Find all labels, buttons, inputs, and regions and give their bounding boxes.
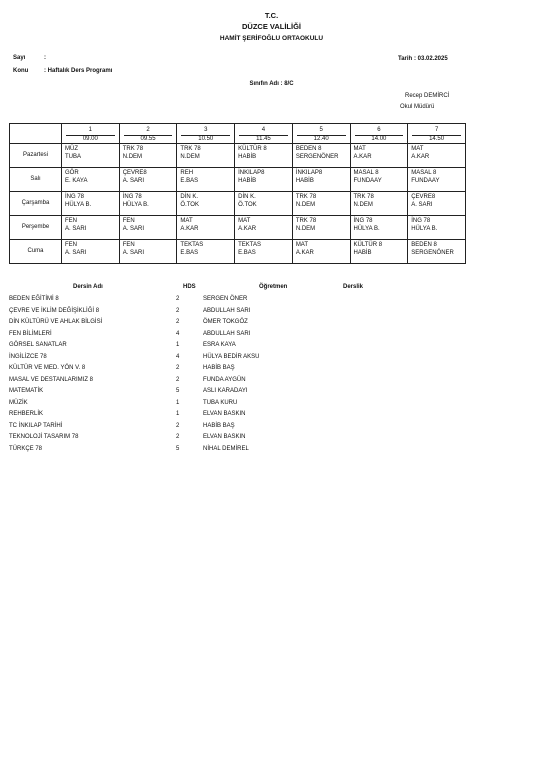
cell-subject: TEKTAS (238, 242, 262, 248)
cell-subject: MAT (238, 218, 251, 224)
schedule-cell (235, 168, 293, 192)
schedule-cell (62, 240, 120, 264)
cell-subject: MASAL 8 (353, 170, 379, 176)
cell-teacher: SERGENÖNER (295, 153, 339, 160)
lesson-row (9, 365, 529, 376)
konu-label: Konu (13, 68, 29, 74)
schedule-cell (62, 216, 120, 240)
cell-subject: BEDEN 8 (411, 242, 437, 248)
lesson-header-teacher: Öğretmen (259, 284, 288, 290)
period-header-7: 7 14.50 (408, 124, 466, 144)
cell-teacher: HÜLYA B. (353, 225, 380, 232)
cell-subject: İNKILAP8 (238, 170, 265, 176)
cell-teacher: N.DEM (295, 225, 316, 232)
cell-subject: FEN (65, 218, 77, 224)
cell-teacher: E. KAYA (65, 177, 88, 184)
period-header-6: 6 14.00 (350, 124, 408, 144)
schedule-cell (119, 168, 177, 192)
cell-subject: DİN K. (238, 194, 256, 200)
lesson-header-name: Dersin Adı (73, 284, 103, 290)
lesson-hours: 2 (176, 296, 180, 302)
period-header-5: 5 12.40 (292, 124, 350, 144)
class-name: Sınıfın Adı : 8/C (249, 81, 294, 87)
cell-teacher: HABİB (353, 249, 372, 256)
day-label: Cuma (10, 240, 62, 264)
header-tc: T.C. (264, 11, 279, 20)
schedule-row (10, 144, 466, 168)
cell-teacher: HÜLYA B. (122, 201, 149, 208)
lesson-name: REHBERLİK (9, 411, 44, 417)
cell-teacher: A.KAR (238, 225, 257, 232)
cell-subject: İNG 78 (411, 218, 431, 224)
lesson-row (9, 446, 529, 457)
cell-subject: BEDEN 8 (295, 146, 322, 152)
cell-teacher: HÜLYA B. (411, 225, 438, 232)
cell-subject: FEN (122, 218, 135, 224)
lesson-header-hds: HDS (183, 284, 196, 290)
cell-subject: GÖR (65, 170, 79, 176)
schedule-cell (177, 216, 235, 240)
cell-subject: TEKTAS (180, 242, 204, 248)
cell-subject: İNG 78 (122, 194, 142, 200)
cell-subject: ÇEVRE8 (122, 170, 147, 176)
schedule-cell (292, 216, 350, 240)
cell-subject: DİN K. (180, 194, 199, 200)
cell-subject: KÜLTÜR 8 (238, 146, 267, 152)
lesson-name: DİN KÜLTÜRÜ VE AHLAK BİLGİSİ (9, 319, 103, 325)
cell-teacher: Ö.TOK (238, 201, 257, 208)
schedule-cell (62, 168, 120, 192)
lesson-name: TÜRKÇE 78 (9, 445, 43, 452)
lesson-hours: 4 (176, 353, 180, 360)
principal-title: Okul Müdürü (400, 104, 435, 110)
konu-value: : Haftalık Ders Programı (44, 68, 113, 74)
lesson-teacher: HÜLYA BEDİR AKSU (203, 353, 260, 360)
lesson-row (9, 400, 529, 411)
day-label: Perşembe (10, 216, 62, 240)
cell-teacher: A. SARI (122, 225, 145, 232)
lesson-hours: 2 (176, 422, 180, 429)
lesson-row (9, 388, 529, 399)
cell-subject: FEN (122, 242, 135, 248)
sayi-value: : (44, 55, 46, 61)
schedule-cell (235, 192, 293, 216)
lesson-row (9, 423, 529, 434)
period-header-2: 2 09.55 (119, 124, 177, 144)
cell-subject: İNG 78 (65, 194, 85, 200)
lesson-teacher: ASLI KARADAYI (203, 388, 248, 394)
schedule-cell (119, 216, 177, 240)
lesson-name: GÖRSEL SANATLAR (9, 342, 67, 348)
schedule-header-row (10, 124, 466, 144)
lesson-name: MASAL VE DESTANLARIMIZ 8 (9, 376, 94, 383)
schedule-cell (177, 144, 235, 168)
schedule-cell (119, 144, 177, 168)
lesson-name: TEKNOLOJİ TASARIM 78 (9, 434, 79, 440)
cell-teacher: N.DEM (180, 153, 200, 160)
cell-teacher: Ö.TOK (180, 201, 199, 208)
lesson-hours: 5 (176, 388, 180, 394)
lesson-teacher: ELVAN BASKIN (203, 434, 246, 440)
cell-teacher: N.DEM (353, 201, 373, 208)
schedule-cell (408, 240, 466, 264)
schedule-cell (350, 168, 408, 192)
cell-subject: MÜZ (65, 146, 78, 152)
lesson-row (9, 342, 529, 353)
lesson-teacher: SERGEN ÖNER (203, 296, 248, 302)
schedule-row (10, 168, 466, 192)
lesson-hours: 2 (176, 434, 180, 440)
tarih-label: Tarih (398, 56, 413, 62)
schedule-cell (119, 192, 177, 216)
schedule-cell (235, 216, 293, 240)
lesson-name: FEN BİLİMLERİ (9, 330, 52, 337)
schedule-cell (177, 240, 235, 264)
header-school-name: HAMİT ŞERİFOĞLU ORTAOKULU (219, 35, 324, 42)
lesson-teacher: HABİB BAŞ (203, 422, 235, 429)
cell-subject: TRK 78 (180, 146, 201, 152)
cell-teacher: TUBA (65, 153, 82, 160)
lesson-teacher: ELVAN BASKIN (203, 411, 246, 417)
lesson-hours: 2 (176, 307, 180, 314)
cell-subject: FEN (65, 242, 77, 248)
cell-teacher: A.KAR (295, 249, 314, 256)
lesson-row (9, 319, 529, 330)
cell-teacher: A. SARI (65, 249, 87, 256)
cell-subject: MAT (180, 218, 193, 224)
cell-subject: KÜLTÜR 8 (353, 242, 383, 248)
cell-subject: ÇEVRE8 (411, 194, 436, 200)
schedule-cell (350, 144, 408, 168)
schedule-cell (408, 192, 466, 216)
lesson-teacher: TUBA KURU (203, 399, 238, 406)
lesson-hours: 1 (176, 399, 180, 406)
schedule-row (10, 216, 466, 240)
lesson-name: İNGİLİZCE 78 (9, 353, 47, 360)
lesson-teacher: FUNDA AYGÜN (203, 376, 246, 383)
cell-teacher: N.DEM (295, 201, 316, 208)
lesson-name: MÜZİK (9, 399, 28, 406)
schedule-cell (292, 144, 350, 168)
cell-teacher: E.BAS (238, 249, 256, 256)
cell-teacher: E.BAS (180, 249, 199, 256)
schedule-corner-cell (10, 124, 62, 144)
lesson-teacher: ÖMER TOKGÖZ (203, 319, 248, 325)
cell-teacher: N.DEM (122, 153, 143, 160)
schedule-cell (235, 240, 293, 264)
tarih-value: : 03.02.2025 (414, 56, 448, 62)
lesson-header-room: Derslik (343, 284, 364, 290)
schedule-row (10, 240, 466, 264)
cell-teacher: HABİB (238, 153, 257, 160)
cell-teacher: E.BAS (180, 177, 199, 184)
cell-teacher: A.KAR (411, 153, 430, 160)
lesson-teacher: ABDULLAH SARI (203, 330, 251, 337)
lesson-row (9, 308, 529, 319)
cell-subject: MAT (411, 146, 424, 152)
cell-subject: REH (180, 170, 194, 176)
lesson-row (9, 434, 529, 445)
schedule-cell (408, 144, 466, 168)
principal-name: Recep DEMİRCİ (405, 93, 450, 99)
schedule-cell (62, 144, 120, 168)
cell-subject: İNG 78 (353, 218, 373, 224)
lesson-name: MATEMATİK (9, 388, 44, 394)
cell-teacher: FUNDAAY (411, 177, 440, 184)
weekly-schedule-table (9, 123, 466, 264)
lesson-name: KÜLTÜR VE MED. YÖN V. 8 (9, 365, 86, 371)
schedule-cell (292, 240, 350, 264)
schedule-cell (350, 240, 408, 264)
cell-teacher: HABİB (238, 177, 257, 184)
cell-teacher: A. SARI (122, 177, 145, 184)
schedule-cell (177, 168, 235, 192)
period-header-3: 3 10.50 (177, 124, 235, 144)
schedule-cell (350, 216, 408, 240)
lesson-row (9, 411, 529, 422)
lesson-teacher: ABDULLAH SARI (203, 307, 251, 314)
schedule-cell (408, 216, 466, 240)
cell-teacher: A. SARI (65, 225, 87, 232)
lesson-teacher: NİHAL DEMİREL (203, 445, 249, 452)
day-label: Salı (10, 168, 62, 192)
header-governorship: DÜZCE VALİLİĞİ (241, 22, 302, 31)
cell-subject: İNKILAP8 (295, 170, 323, 176)
schedule-cell (119, 240, 177, 264)
schedule-cell (62, 192, 120, 216)
day-label: Pazartesi (10, 144, 62, 168)
cell-teacher: A.KAR (180, 225, 199, 232)
day-label: Çarşamba (10, 192, 62, 216)
period-header-4: 4 11.45 (235, 124, 293, 144)
schedule-cell (235, 144, 293, 168)
cell-teacher: HABİB (295, 177, 314, 184)
lesson-teacher: HABİB BAŞ (203, 365, 235, 371)
lesson-hours: 4 (176, 330, 180, 337)
cell-subject: TRK 78 (295, 194, 317, 200)
lesson-hours: 2 (176, 319, 180, 325)
lesson-hours: 2 (176, 365, 180, 371)
schedule-row (10, 192, 466, 216)
schedule-cell (292, 192, 350, 216)
cell-teacher: HÜLYA B. (65, 201, 92, 208)
lesson-row (9, 354, 529, 365)
sayi-label: Sayı (13, 55, 26, 61)
period-header-1: 1 09.00 (62, 124, 120, 144)
cell-subject: TRK 78 (295, 218, 317, 224)
cell-teacher: A. SARI (122, 249, 145, 256)
cell-teacher: FUNDAAY (353, 177, 382, 184)
schedule-cell (408, 168, 466, 192)
lesson-hours: 2 (176, 376, 180, 383)
lesson-name: ÇEVRE VE İKLİM DEĞİŞİKLİĞİ 8 (9, 307, 100, 314)
cell-subject: MAT (295, 242, 309, 248)
lesson-name: BEDEN EĞİTİMİ 8 (9, 296, 59, 302)
cell-subject: TRK 78 (122, 146, 144, 152)
lesson-row (9, 377, 529, 388)
lesson-row (9, 331, 529, 342)
cell-teacher: A.KAR (353, 153, 372, 160)
lesson-teacher: ESRA KAYA (203, 342, 236, 348)
schedule-cell (292, 168, 350, 192)
schedule-cell (177, 192, 235, 216)
schedule-cell (350, 192, 408, 216)
cell-subject: TRK 78 (353, 194, 374, 200)
cell-teacher: A. SARI (411, 201, 433, 208)
cell-subject: MASAL 8 (411, 170, 437, 176)
lesson-hours: 1 (176, 342, 180, 348)
cell-subject: MAT (353, 146, 366, 152)
lesson-row (9, 296, 529, 307)
lesson-name: TC İNKILAP TARİHİ (9, 422, 63, 429)
cell-teacher: SERGENÖNER (411, 249, 454, 256)
lesson-hours: 1 (176, 411, 180, 417)
lesson-hours: 5 (176, 445, 180, 452)
